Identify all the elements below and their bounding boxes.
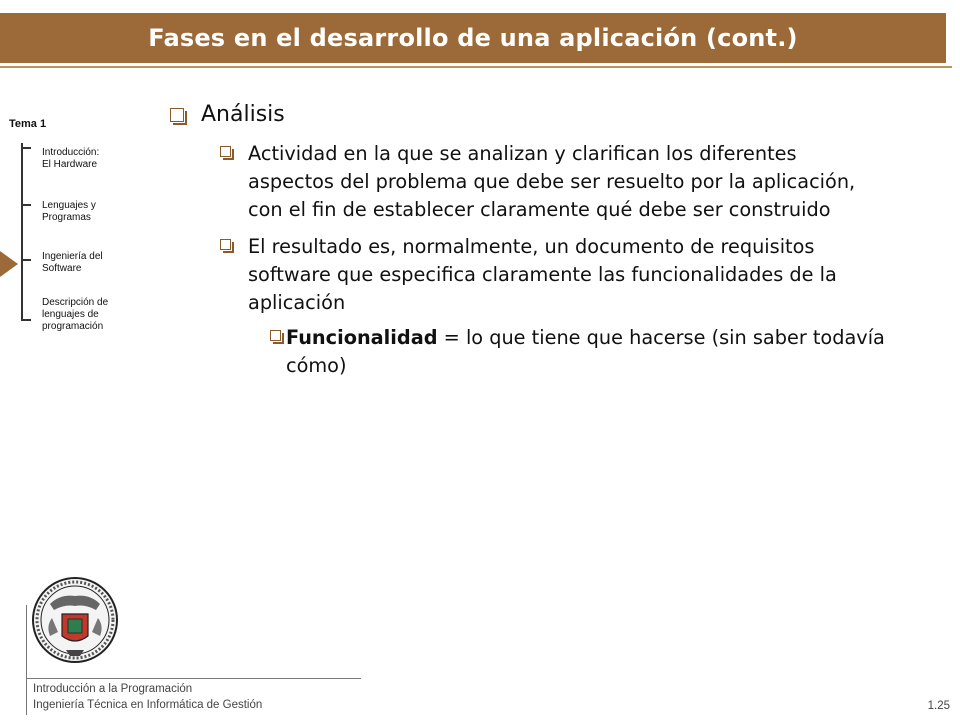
footer-vertical-line [26,605,27,715]
sidebar-item-ingenieria[interactable]: Ingeniería del Software [42,251,103,274]
checkbox-bullet-icon [270,330,281,341]
current-section-arrow-icon [0,251,18,277]
sidebar-tick [21,319,31,321]
checkbox-bullet-icon [170,108,184,122]
sidebar-item-lenguajes[interactable]: Lenguajes y Programas [42,200,96,223]
bullet-text: El resultado es, normalmente, un documento de requisitos software que especifica claramente las funcionalidades de la aplicación [248,235,837,314]
page-number: 1.25 [927,700,950,712]
heading-text: Análisis [201,102,285,127]
checkbox-bullet-icon [220,146,231,157]
slide-title: Fases en el desarrollo de una aplicación (cont.) [148,24,798,52]
checkbox-bullet-icon [220,239,231,250]
sub-bullet-text [286,324,886,380]
heading-item [170,102,285,127]
sidebar-tree-line [21,143,23,321]
sidebar-tick [21,204,31,206]
sidebar-outline [0,100,150,360]
sidebar-item-hardware[interactable]: Introducción: El Hardware [42,147,100,170]
bullet-text: Actividad en la que se analizan y clarifican los diferentes aspectos del problema que debe ser resuelto por la aplicación, con el fin de establecer claramente qué debe ser construido [248,142,856,221]
footer-course: Introducción a la Programación [33,683,193,695]
sidebar-item-descripcion[interactable]: Descripción de lenguajes de programación [42,297,109,332]
bullet-item [220,140,888,224]
bullet-item [220,233,888,317]
footer-divider [26,678,361,679]
university-seal-icon [30,574,120,666]
title-bar [0,13,946,63]
sidebar-tick [21,259,31,261]
sidebar-tick [21,147,31,149]
sidebar-tema: Tema 1 [9,118,47,130]
sub-bullet-item [270,324,886,380]
definition-text: = lo que tiene que hacerse (sin saber todavía cómo) [286,326,885,377]
footer-degree: Ingeniería Técnica en Informática de Gestión [33,699,263,711]
term-text: Funcionalidad [286,326,438,349]
